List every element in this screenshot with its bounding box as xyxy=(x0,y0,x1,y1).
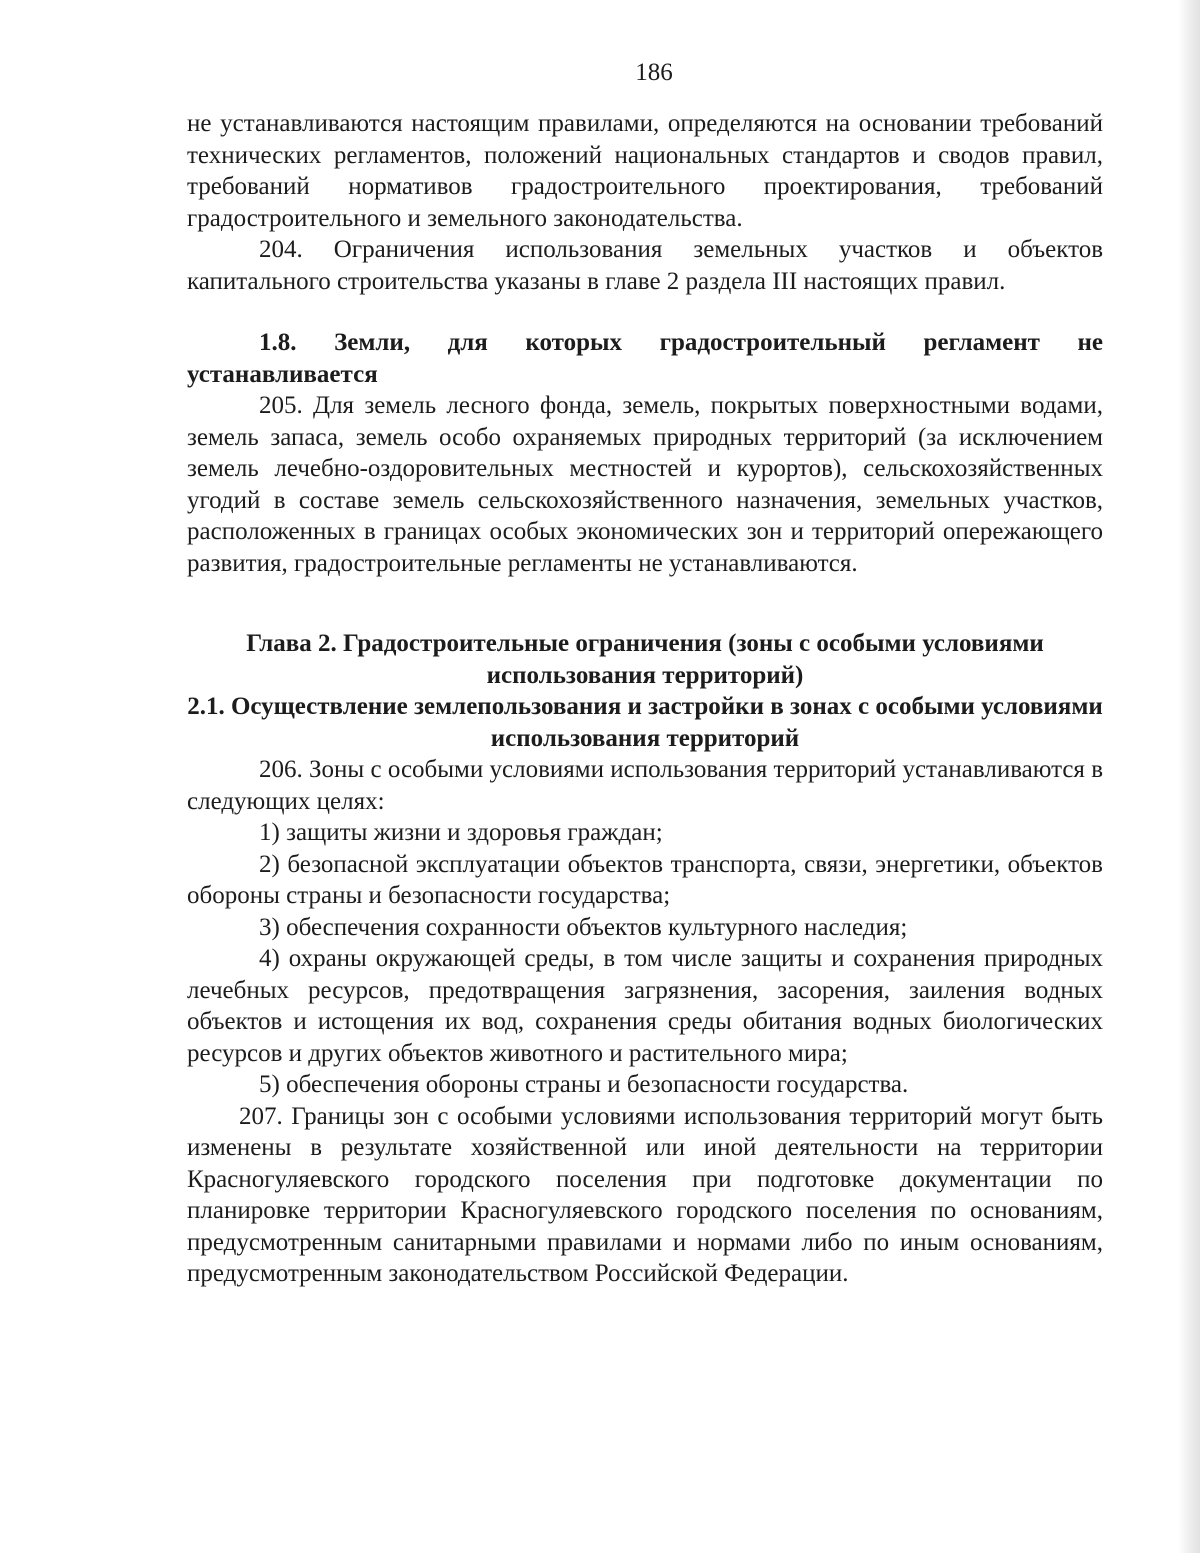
list-item: 1) защиты жизни и здоровья граждан; xyxy=(259,819,663,846)
section-heading-1-8: 1.8. Земли, для которых градостроительный регламент не устанавливается xyxy=(187,329,1103,388)
list-item: 2) безопасной эксплуатации объектов транспорта, связи, энергетики, объектов обороны страны и безопасности государства; xyxy=(187,850,1103,909)
section-heading-2-1: 2.1. Осуществление землепользования и застройки в зонах с особыми условиями использования территорий xyxy=(187,693,1103,752)
paragraph-continued: не устанавливаются настоящим правилами, определяются на основании требований технических регламентов, положений национальных стандартов и сводов правил, требований нормативов градостроительного проектирования, требований градостроительного и земельного законодательства. xyxy=(187,110,1103,232)
page-number: 186 xyxy=(635,59,673,86)
list-item: 5) обеспечения обороны страны и безопасности государства. xyxy=(259,1071,909,1098)
paragraph-206: 206. Зоны с особыми условиями использования территорий устанавливаются в следующих целях: xyxy=(187,756,1103,815)
page-edge-shadow xyxy=(1178,0,1200,1553)
paragraph-207: 207. Границы зон с особыми условиями использования территорий могут быть изменены в результате хозяйственной или иной деятельности на территории Красногуляевского городского поселения при подготовке документации по планировке территории Красногуляевского городского поселения по основаниям, предусмотренным санитарными правилами и нормами либо по иным основаниям, предусмотренным законодательством Российской Федерации. xyxy=(187,1102,1103,1287)
paragraph-204: 204. Ограничения использования земельных участков и объектов капитального строительства указаны в главе 2 раздела III настоящих правил. xyxy=(187,236,1103,295)
chapter-heading-2: Глава 2. Градостроительные ограничения (зоны с особыми условиями использования территорий) xyxy=(246,630,1044,689)
list-item: 3) обеспечения сохранности объектов культурного наследия; xyxy=(259,913,908,941)
document-page xyxy=(187,58,1103,1290)
paragraph-205: 205. Для земель лесного фонда, земель, покрытых поверхностными водами, земель запаса, земель особо охраняемых природных территорий (за исключением земель лечебно-оздоровительных местностей и курортов), сельскохозяйственных угодий в составе земель сельскохозяйственного назначения, земельных участков, расположенных в границах особых экономических зон и территорий опережающего развития, градостроительные регламенты не устанавливаются. xyxy=(187,392,1103,577)
list-item: 4) охраны окружающей среды, в том числе защиты и сохранения природных лечебных ресурсов, предотвращения загрязнения, засорения, заиления водных объектов и истощения их вод, сохранения среды обитания водных биологических ресурсов и других объектов животного и растительного мира; xyxy=(187,945,1103,1067)
